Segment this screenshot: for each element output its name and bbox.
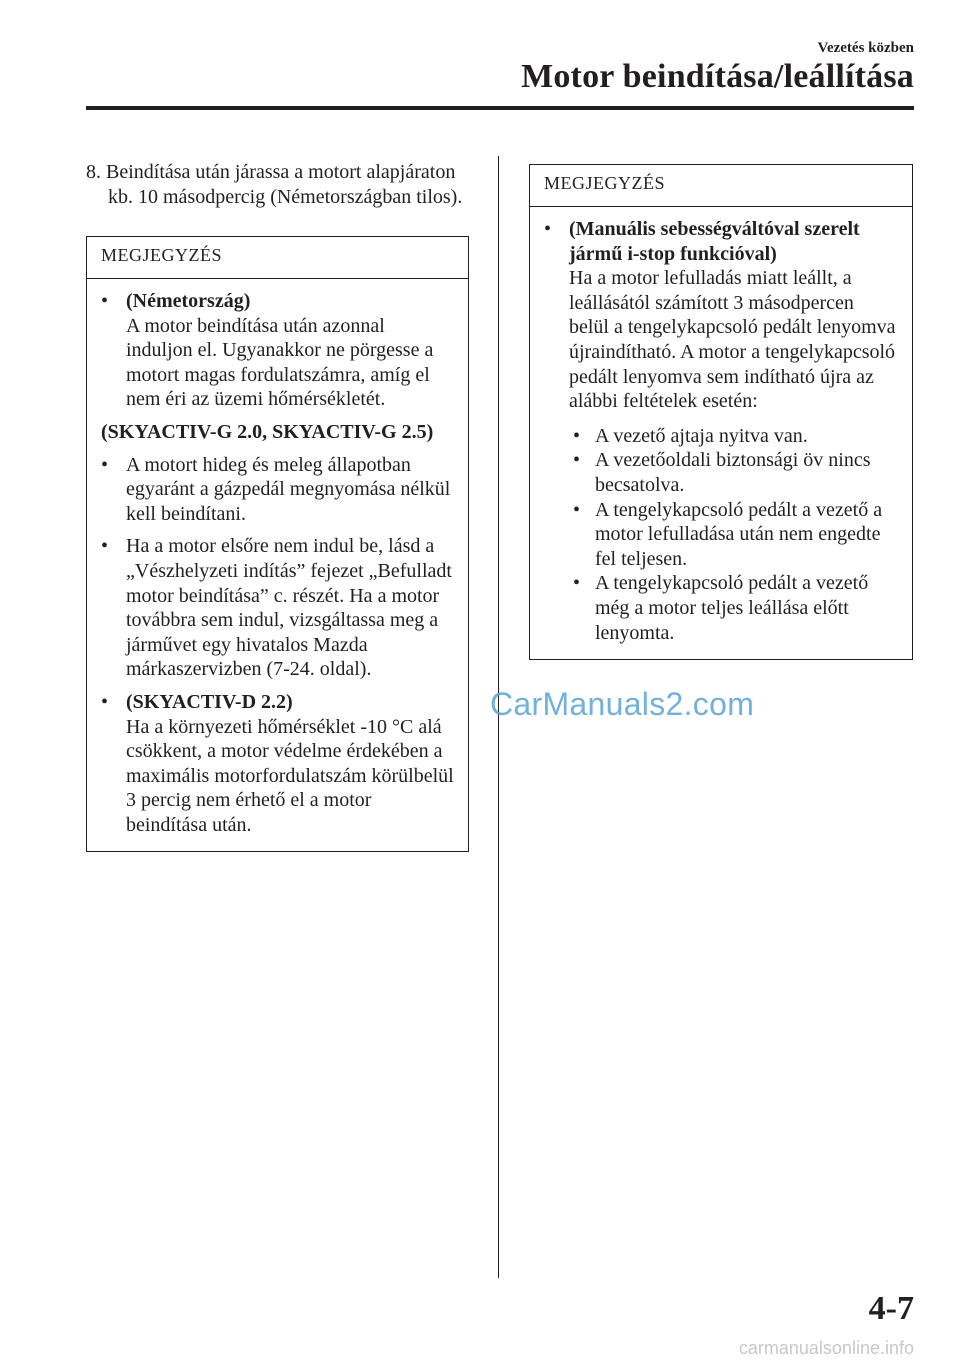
note-item bbox=[544, 217, 898, 645]
note-item bbox=[101, 534, 454, 682]
footer-watermark: carmanualsonline.info bbox=[738, 1338, 914, 1358]
note-item bbox=[101, 690, 454, 838]
page-number: 4-7 bbox=[868, 1290, 914, 1327]
note-item bbox=[101, 289, 454, 412]
note-item-head: • (Manuális sebességváltóval szerelt jármű i-stop funkcióval) bbox=[569, 218, 860, 265]
right-column bbox=[529, 164, 913, 660]
note-item-text: Ha a motor lefulladás miatt leállt, a leállásától számított 3 másodpercen belül a tengelykapcsoló pedált lenyomva újraindítható. A motor a tengelykapcsoló pedált lenyomva sem indítható újra az alábbi feltételek esetén: bbox=[569, 267, 896, 413]
note-box-right bbox=[529, 164, 913, 660]
left-column bbox=[86, 160, 469, 852]
note-item-head: • (Németország) bbox=[126, 290, 251, 312]
watermark-logo: CarManuals2.com bbox=[490, 686, 755, 722]
engine-variant-heading: (SKYACTIV-G 2.0, SKYACTIV-G 2.5) bbox=[101, 420, 434, 443]
section-label: Vezetés közben bbox=[817, 40, 914, 56]
note-item bbox=[101, 453, 454, 527]
note-item-head: • (SKYACTIV-D 2.2) bbox=[126, 690, 293, 713]
note-title: MEGJEGYZÉS bbox=[530, 165, 912, 207]
step-8: 8. Beindítása után járassa a motort alapjáraton kb. 10 másodpercig (Németországban tilos). bbox=[86, 161, 463, 208]
note-item-text: A motor beindítása után azonnal induljon el. Ugyanakkor ne pörgesse a motort magas fordulatszámra, amíg el nem éri az üzemi hőmérsékletét. bbox=[126, 314, 434, 411]
condition-item: • A tengelykapcsoló pedált a vezető még a motor teljes leállása előtt lenyomta. bbox=[569, 571, 898, 645]
note-item-text: Ha a motor elsőre nem indul be, lásd a „Vészhelyzeti indítás” fejezet „Befulladt motor beindítása” c. részét. Ha a motor továbbra sem indul, vizsgáltassa meg a járművet egy hivatalos Mazda márkaszervizben (7-24. oldal). bbox=[126, 535, 452, 681]
note-item-text: A motort hideg és meleg állapotban egyaránt a gázpedál megnyomása nélkül kell beindítani. bbox=[126, 453, 451, 525]
note-body bbox=[530, 207, 912, 659]
note-body bbox=[87, 279, 468, 851]
note-item-text: Ha a környezeti hőmérséklet -10 °C alá csökkent, a motor védelme érdekében a maximális motorfordulatszám körülbelül 3 percig nem érhető el a motor beindítása után. bbox=[126, 715, 454, 836]
page-title: Motor beindítása/leállítása bbox=[521, 58, 914, 95]
condition-list bbox=[569, 424, 898, 645]
condition-item: • A vezetőoldali biztonsági öv nincs becsatolva. bbox=[569, 448, 898, 497]
condition-item: • A vezető ajtaja nyitva van. bbox=[569, 424, 898, 449]
note-box-left bbox=[86, 236, 469, 852]
header-rule bbox=[86, 106, 914, 110]
condition-item: • A tengelykapcsoló pedált a vezető a motor lefulladása után nem engedte fel teljesen. bbox=[569, 498, 898, 572]
note-title: MEGJEGYZÉS bbox=[87, 237, 468, 279]
